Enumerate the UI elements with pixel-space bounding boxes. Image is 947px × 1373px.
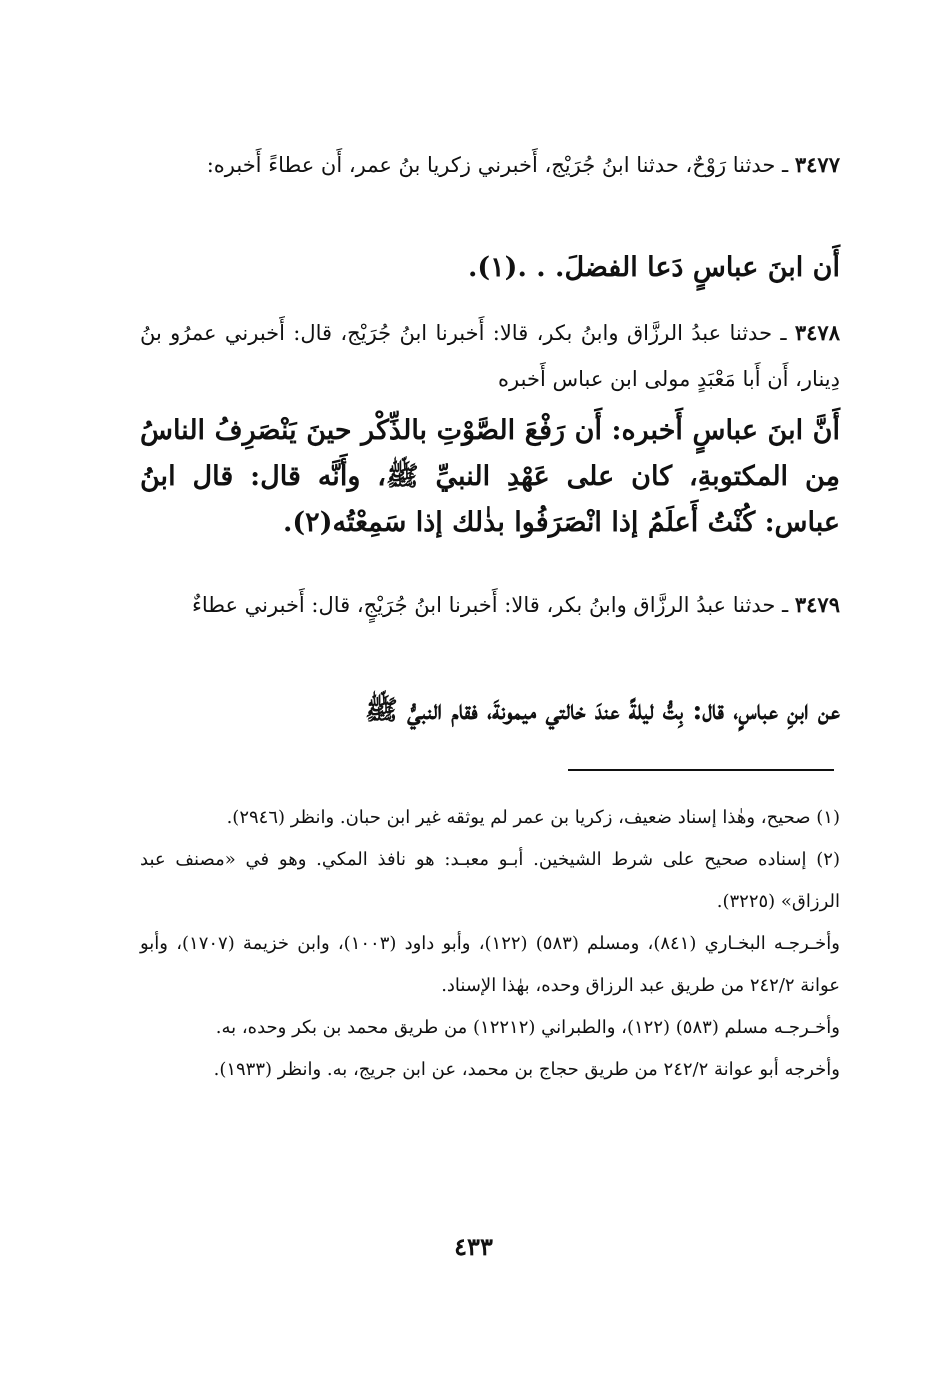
hadith-number: ٣٤٧٧ xyxy=(794,152,840,177)
footnote-separator xyxy=(568,769,834,771)
hadith-3479-isnad: ٣٤٧٩ ـ حدثنا عبدُ الرزَّاق وابنُ بكر، قالا: أَخبرنا ابنُ جُرَيْجٍ، قال: أَخبرني عطاءٌ xyxy=(191,592,840,617)
page-number: ٤٣٣ xyxy=(454,1232,493,1261)
footnotes xyxy=(140,797,840,1091)
isnad-text: حدثنا عبدُ الرزَّاق وابنُ بكر، قالا: أَخبرنا ابنُ جُرَيْجٍ، قال: أَخبرني عطاءٌ xyxy=(191,593,776,617)
hadith-number: ٣٤٧٩ xyxy=(794,592,840,617)
hadith-number: ٣٤٧٨ xyxy=(794,320,840,345)
footnote-2: (٢) إسناده صحيح على شرط الشيخين. أبـو معبـد: هو نافذ المكي. وهو في «مصنف عبد الرزاق» (٣٢٢٥). xyxy=(140,849,840,912)
hadith-3477-matn xyxy=(140,245,840,291)
hadith-3478-isnad: ٣٤٧٨ ـ حدثنا عبدُ الرزَّاق وابنُ بكر، قالا: أَخبرنا ابنُ جُرَيْج، قال: أَخبرني عمرُو بنُ دِينار، أَن أَبا مَعْبَدٍ مولى ابن عباس أَخبره xyxy=(140,320,840,391)
footnote-2-continuation: وأخـرجـه مسلم (٥٨٣) (١٢٢)، والطبراني (١٢٢١٢) من طريق محمد بن بكر وحده، به. xyxy=(215,1017,840,1038)
matn-text: أَن ابنَ عباسٍ دَعا الفضلَ. . .(١). xyxy=(467,252,840,283)
hadith-3479-matn xyxy=(140,688,840,734)
footnote-2-continuation: وأخـرجـه البخـاري (٨٤١)، ومسلم (٥٨٣) (١٢٢)، وأبو داود (١٠٠٣)، وابن خزيمة (١٧٠٧)، وأبو عوانة ٢٤٢/٢ من طريق عبد الرزاق وحده، بهٰذا الإسناد. xyxy=(140,933,840,996)
hadith-3478-matn xyxy=(140,408,840,546)
footnote-1: (١) صحيح، وهٰذا إسناد ضعيف، زكريا بن عمر لم يوثقه غير ابن حبان. وانظر (٢٩٤٦). xyxy=(226,807,840,828)
matn-text: أَنَّ ابنَ عباسٍ أَخبره: أَن رَفْعَ الصَّوْتِ بالذِّكْر حينَ يَنْصَرِفُ الناسُ مِن المكتوبةِ، كان على عَهْدِ النبيِّ ﷺ، وأَنَّه قال: قال ابنُ عباس: كُنْتُ أَعلَمُ إذا انْصَرَفُوا بذٰلك إذا سَمِعْتُه(٢). xyxy=(140,415,840,538)
hadith-3477-isnad: ٣٤٧٧ ـ حدثنا رَوْحٌ، حدثنا ابنُ جُرَيْج، أَخبرني زكريا بنُ عمر، أَن عطاءً أَخبره: xyxy=(206,152,840,177)
matn-text: عن ابنِ عباسٍ، قال: بِتُّ ليلةً عندَ خالتي ميمونةَ، فقام النبيُّ ﷺ xyxy=(365,695,840,726)
isnad-text: حدثنا رَوْحٌ، حدثنا ابنُ جُرَيْج، أَخبرني زكريا بنُ عمر، أَن عطاءً أَخبره: xyxy=(206,153,776,177)
isnad-text: حدثنا عبدُ الرزَّاق وابنُ بكر، قالا: أَخبرنا ابنُ جُرَيْج، قال: أَخبرني عمرُو بنُ دِينار، أَن أَبا مَعْبَدٍ مولى ابن عباس أَخبره xyxy=(140,321,840,391)
footnote-2-continuation: وأخرجه أبو عوانة ٢٤٢/٢ من طريق حجاج بن محمد، عن ابن جريج، به. وانظر (١٩٣٣). xyxy=(213,1059,840,1080)
